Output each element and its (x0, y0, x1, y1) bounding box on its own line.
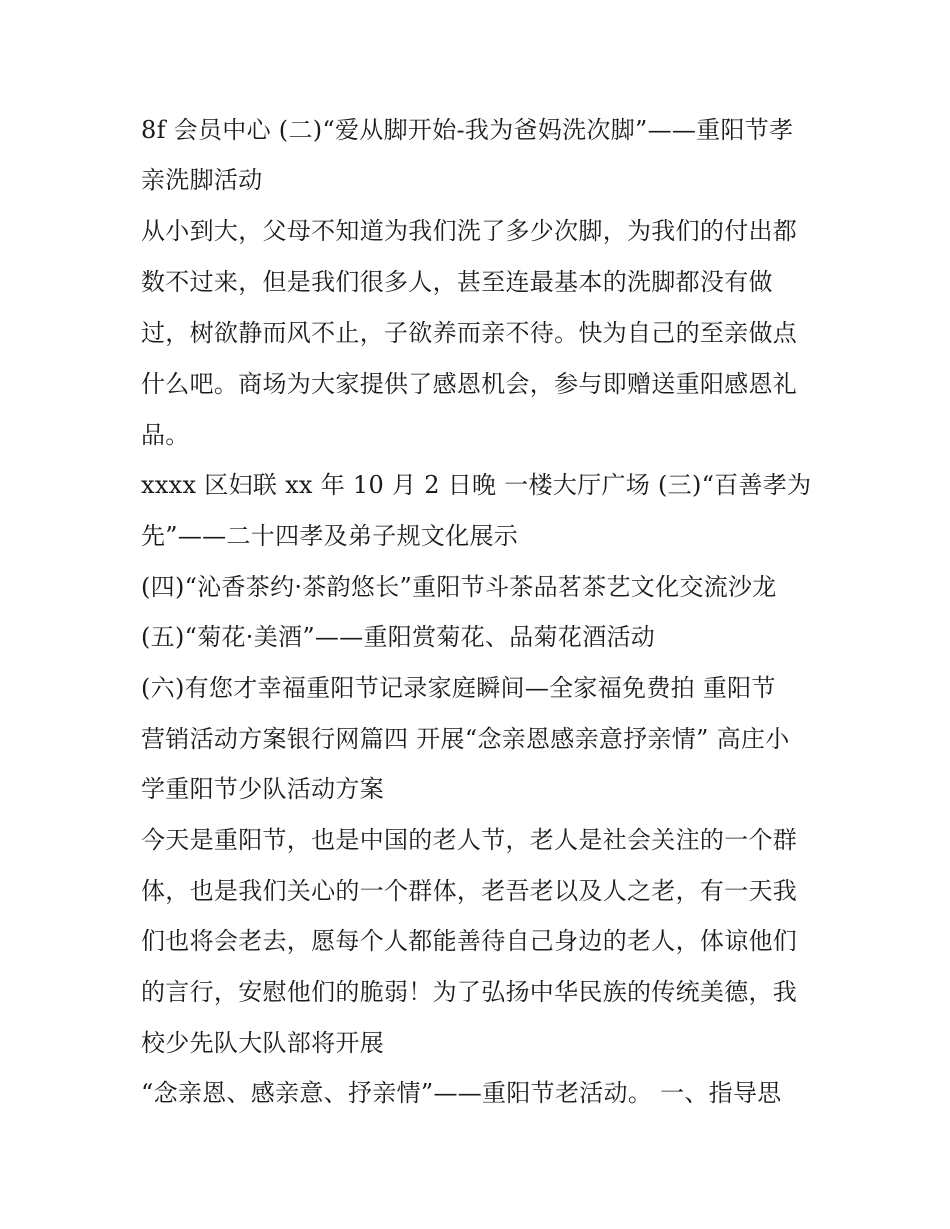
text-line: 数不过来，但是我们很多人，甚至连最基本的洗脚都没有做 (141, 268, 773, 296)
text-line: 什么吧。商场为大家提供了感恩机会，参与即赠送重阳感恩礼 (141, 370, 798, 398)
text-line: (四)“沁香茶约·茶韵悠长”重阳节斗茶品茗茶艺文化交流沙龙 (141, 573, 777, 601)
text-line: 的言行，安慰他们的脆弱！为了弘扬中华民族的传统美德，我 (141, 978, 798, 1006)
text-line: “念亲恩、感亲意、抒亲情”——重阳节老活动。 一、指导思 (141, 1079, 782, 1107)
text-line: 过，树欲静而风不止，子欲养而亲不待。快为自己的至亲做点 (141, 319, 798, 347)
text-line: 们也将会老去，愿每个人都能善待自己身边的老人，体谅他们 (141, 927, 798, 955)
text-line: 先”——二十四孝及弟子规文化展示 (141, 522, 519, 550)
text-line: 学重阳节少队活动方案 (141, 775, 384, 803)
text-line: 营销活动方案银行网篇四 开展“念亲恩感亲意抒亲情” 高庄小 (141, 725, 790, 753)
text-line: 亲洗脚活动 (141, 166, 263, 194)
text-line: 今天是重阳节，也是中国的老人节，老人是社会关注的一个群 (141, 826, 798, 854)
text-line: 8f 会员中心 (二)“爱从脚开始-我为爸妈洗次脚”——重阳节孝 (141, 116, 794, 144)
text-line: 从小到大，父母不知道为我们洗了多少次脚，为我们的付出都 (141, 217, 798, 245)
text-line: (五)“菊花·美酒”——重阳赏菊花、品菊花酒活动 (141, 623, 656, 651)
text-line: 品。 (141, 421, 190, 449)
text-line: (六)有您才幸福重阳节记录家庭瞬间—全家福免费拍 重阳节 (141, 674, 776, 702)
text-line: 体，也是我们关心的一个群体，老吾老以及人之老，有一天我 (141, 877, 798, 905)
text-line: xxxx 区妇联 xx 年 10 月 2 日晚 一楼大厅广场 (三)“百善孝为 (141, 471, 812, 499)
text-line: 校少先队大队部将开展 (141, 1029, 384, 1057)
